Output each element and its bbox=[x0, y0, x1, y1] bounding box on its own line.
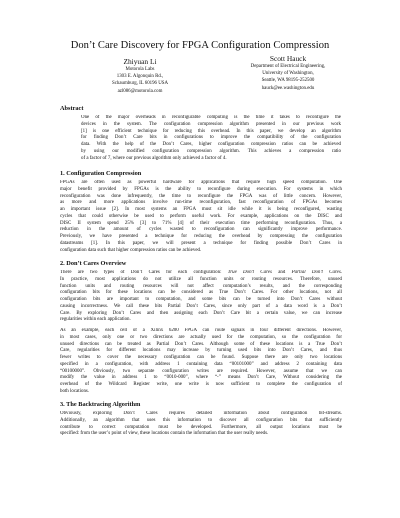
text-line: As an example, each cell of a Xilinx 6200 FPGA can route signals in four different directions. However, bbox=[60, 328, 342, 333]
text-line: datastreams [1]. In this paper, we will present a technique for finding possible Don’t Cares in bbox=[60, 240, 342, 246]
section-paragraph bbox=[60, 411, 342, 438]
text-line: of a factor of 7, where our previous algorithm only achieved a factor of 4. bbox=[81, 155, 227, 161]
text-line: DISC II system spend 25% [3] to 71% [4] of their execution time performing reconfiguration. Thus, a bbox=[60, 220, 342, 226]
text-line: reconfiguration was done infrequently, the time to reconfigure the FPGA was of little concern. However, bbox=[60, 193, 342, 199]
text-line: regularities within each application. bbox=[60, 317, 131, 323]
text-line: Additionally, an algorithm that uses this information to discover all configuration bits that sufficiently bbox=[60, 417, 342, 423]
section-paragraph bbox=[60, 270, 342, 324]
section-heading: 2. Don’t Cares Overview bbox=[60, 260, 127, 267]
text-line: cycles that could otherwise be used to perform useful work. For example, applications on the DISC and bbox=[60, 213, 342, 219]
text-line: specified: from the user’s point of view, these locations contain the information that the user really needs. bbox=[60, 431, 269, 437]
author-affiliation: University of Washington, bbox=[262, 71, 314, 77]
text-line: modify the value in address 1 to “0010-000”, where “-” means Don’t Care, Without considering the bbox=[60, 375, 342, 381]
text-line: by using our modified configuration compression algorithm. This achieves a compression ratio bbox=[81, 148, 341, 154]
text-line: Previously, we have presented a technique for reducing the overhead by compressing the configuration bbox=[60, 234, 342, 239]
section-paragraph bbox=[60, 180, 342, 254]
text-line: overhead of the Wildcard Register write, one write is now sufficient to complete the configuration of bbox=[60, 382, 342, 387]
text-line: as more and more applications involve run-time reconfiguration, fast reconfiguration of FPGAs becomes bbox=[60, 200, 342, 206]
text-line: both locations. bbox=[60, 388, 90, 394]
author-affiliation: Department of Electrical Engineering, bbox=[250, 64, 326, 69]
text-line: There are two types of Don’t Cares for each configuration: True Don’t Cares and Partial Don’t Cares. bbox=[60, 270, 342, 275]
text-line: reduction in the amount of cycles wasted to reconfiguration can significantly improve performance. bbox=[60, 227, 342, 233]
author-block-1 bbox=[86, 57, 194, 95]
text-line: devices in the system. The configuration compression algorithm presented in our previous work bbox=[81, 121, 341, 127]
author-address: Schaumburg, IL 60196 USA bbox=[112, 81, 168, 87]
author-address: 1303 E. Algonquin Rd., bbox=[116, 74, 164, 80]
author-affiliation: Motorola Labs bbox=[125, 67, 155, 72]
text-line: unused directions can be treated as Partial Don’t Cares. Although some of these locations is a True Don’t bbox=[60, 341, 342, 347]
text-line: Obviously, exploring Don’t Cares requires detailed information about configuration bit-streams. bbox=[60, 411, 342, 416]
text-line: data. With the help of the Don’t Cares, higher configuration compression ratios can be achieved bbox=[81, 142, 341, 147]
text-line: [1] is one efficient technique for reducing this overhead. In this paper, we develop an algorithm bbox=[81, 128, 341, 134]
paper-title: Don’t Care Discovery for FPGA Configuration Compression bbox=[70, 40, 330, 51]
text-line: for finding Don’t Care bits in configurations to improve the compatibility of the configuration bbox=[81, 135, 341, 141]
text-line: Care. By exploring Don’t Cares and then assigning each Don’t Care bit a certain value, we can increase bbox=[60, 310, 342, 316]
author-address: Seattle, WA 98195-252500 bbox=[261, 78, 315, 84]
text-line: configuration bits for these locations can be considered as True Don’t Cares. For other locations, not all bbox=[60, 290, 342, 296]
text-line: “00100000”. Obviously, two separate configuration writes are required. However, assume that we can bbox=[60, 368, 342, 374]
text-line: causing incorrectness. We call these bits Partial Don’t Cares, since only part of a data word is a Don’t bbox=[60, 303, 342, 309]
text-line: contribute to correct computation must be developed. Furthermore, all output locations must be bbox=[60, 424, 342, 430]
text-line: One of the major overheads in reconfigurable computing is the time it takes to reconfigure the bbox=[81, 115, 341, 120]
text-line: an important issue [2]. In most systems an FPGA must sit idle while it is being reconfigured, wasting bbox=[60, 207, 342, 212]
text-line: function units and routing resources will not affect computation’s results, and the corresponding bbox=[60, 283, 342, 289]
author-name: Scott Hauck bbox=[269, 54, 307, 63]
text-line: major benefit provided by FPGAs is the ability to reconfigure during execution. For systems in which bbox=[60, 186, 342, 192]
author-email: azl086@motorola.com bbox=[117, 88, 163, 94]
text-line: In practice, most applications do not utilize all function units or routing resources. Therefore, unused bbox=[60, 276, 342, 282]
text-line: FPGAs are often used as powerful hardware for applications that require high speed computation. One bbox=[60, 180, 342, 185]
text-line: configuration data such that higher compression ratios can be achieved. bbox=[60, 247, 202, 253]
abstract-text bbox=[81, 115, 341, 162]
text-line: configuration bits are important to computation, and some bits can be turned into Don’t Cares without bbox=[60, 297, 342, 302]
text-line: in most cases, only one or two directions are actually used for the computation, so the configuration for bbox=[60, 334, 342, 340]
author-name: Zhiyuan Li bbox=[123, 57, 157, 66]
section-paragraph bbox=[60, 328, 342, 396]
section-heading: 3. The Backtracing Algorithm bbox=[60, 401, 141, 408]
abstract-heading: Abstract bbox=[60, 105, 84, 112]
author-block-2 bbox=[236, 54, 340, 92]
author-email: hauck@ee.washington.edu bbox=[261, 85, 315, 91]
text-line: fewer writes to cover the necessary configuration can be found. Suppose there are only two locations bbox=[60, 355, 342, 360]
text-line: specified in a configuration, with address 1 containing data “00101000” and address 2 containing data bbox=[60, 361, 342, 367]
text-line: Care, regularities for different locations may increase by turning used bits into Don’t Cares, and thus bbox=[60, 348, 342, 354]
section-heading: 1. Configuration Compression bbox=[60, 170, 142, 177]
